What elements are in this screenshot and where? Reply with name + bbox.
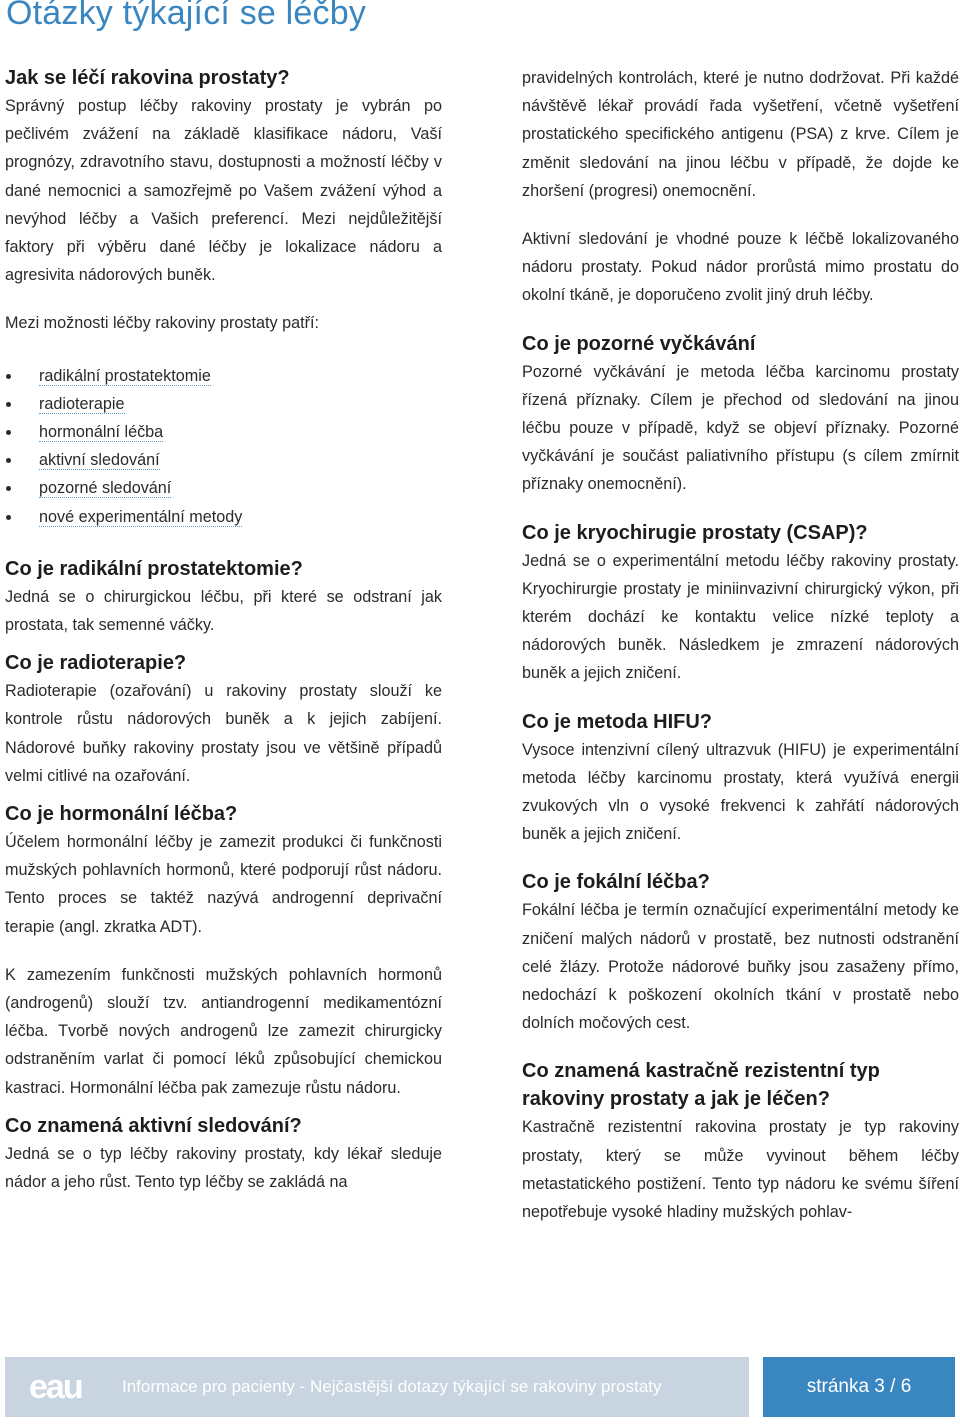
right-column — [522, 64, 959, 1226]
page-title: Otázky týkající se léčby — [6, 0, 367, 32]
section-heading-hormonal: Co je hormonální léčba? — [5, 803, 238, 826]
section-heading-focal: Co je fokální léčba? — [522, 871, 710, 894]
page-number: stránka 3 / 6 — [763, 1357, 955, 1417]
section-heading-prostatectomy: Co je radikální prostatektomie? — [5, 557, 303, 580]
paragraph-prostatectomy: Jedná se o chirurgickou léčbu, při které se odstraní jak prostata, tak semenné váčky. — [5, 587, 442, 635]
list-item[interactable]: radikální prostatektomie — [5, 362, 442, 390]
paragraph-active-surveillance: Jedná se o typ léčby rakoviny prostaty, kdy lékař sleduje nádor a jeho růst. Tento typ léčby se zakládá na — [5, 1144, 442, 1192]
eau-logo: eau — [29, 1368, 82, 1406]
section-heading-treatment: Jak se léčí rakovina prostaty? — [5, 67, 290, 89]
paragraph-castration-resistant: Kastračně rezistentní rakovina prostaty je typ rakoviny prostaty, který se může vyvinout během léčby metastatického postižení. Tento typ nádoru ke svému šíření nepotřebuje vysoké hladiny mužských pohlav- — [522, 1118, 959, 1222]
section-heading-watchful-waiting: Co je pozorné vyčkávání — [522, 332, 756, 355]
section-heading-active-surveillance: Co znamená aktivní sledování? — [5, 1114, 302, 1137]
section-heading-castration-resistant: Co znamená kastračně rezistentní typ rakoviny prostaty a jak je léčen? — [522, 1060, 880, 1111]
paragraph-cryosurgery: Jedná se o experimentální metodu léčby rakoviny prostaty. Kryochirurgie prostaty je miniinvazivní chirurgický výkon, při kterém dochází ke kontaktu velice nízké teploty a nádorových buněk. Následkem je zmrazení nádorových buněk a jejich zničení. — [522, 551, 959, 683]
section-heading-cryosurgery: Co je kryochirugie prostaty (CSAP)? — [522, 521, 868, 544]
paragraph-watchful-waiting: Pozorné vyčkávání je metoda léčba karcinomu prostaty řízená příznaky. Cílem je přechod od sledování na jinou léčbu pouze v případě, když se objeví příznaky. Pozorné vyčkávání je součást paliativního přístupu (s cílem zmírnit příznaky onemocnění). — [522, 362, 959, 494]
treatment-options-list — [5, 362, 442, 531]
footer-text: Informace pro pacienty - Nejčastější dotazy týkající se rakoviny prostaty — [122, 1377, 662, 1396]
section-heading-radiotherapy: Co je radioterapie? — [5, 652, 187, 675]
paragraph-treatment-intro: Správný postup léčby rakoviny prostaty je vybrán po pečlivém zvážení na základě klasifikace nádoru, Vaší prognózy, zdravotního stavu, dostupnosti a možností léčby v dané nemocnici a samozřejmě po Vašem zvážení výhod a nevýhod léčby a Vašich preferencí. Mezi nejdůležitější faktory při výběru dané léčby je lokalizace nádoru a agresivita nádorových buněk. — [5, 97, 442, 285]
left-column — [5, 64, 442, 1196]
list-item[interactable]: nové experimentální metody — [5, 503, 442, 531]
paragraph-focal: Fokální léčba je termín označující experimentální metody ke zničení malých nádorů v prostatě, bez nutnosti odstranění celé žlázy. Protože nádorové buňky jsou zasaženy přímo, nedochází k poškození okolních tkání v prostatě nebo dolních močových cest. — [522, 901, 959, 1033]
list-item[interactable]: aktivní sledování — [5, 446, 442, 474]
paragraph-hifu: Vysoce intenzivní cílený ultrazvuk (HIFU) je experimentální metoda léčby karcinomu prostaty, která využívá energii zvukových vln o vysoké frekvenci k zahřátí nádorových buněk a jejich zničení. — [522, 740, 959, 844]
paragraph-options-intro: Mezi možnosti léčby rakoviny prostaty patří: — [5, 314, 319, 333]
section-heading-hifu: Co je metoda HIFU? — [522, 710, 713, 733]
paragraph-active-surveillance-suitability: Aktivní sledování je vhodné pouze k léčbě lokalizovaného nádoru prostaty. Pokud nádor prorůstá mimo prostatu do okolní tkáně, je doporučeno zvolit jiný druh léčby. — [522, 230, 959, 305]
paragraph-active-surveillance-cont: pravidelných kontrolách, které je nutno dodržovat. Při každé návštěvě lékař provádí řada vyšetření, včetně vyšetření prostatického specifického antigenu (PSA) z krve. Cílem je změnit sledování na jinou léčbu v případě, že dojde ke zhoršení (progresi) onemocnění. — [522, 69, 959, 200]
paragraph-hormonal-2: K zamezením funkčnosti mužských pohlavních hormonů (androgenů) slouží tzv. antiandrogenní medikamentózní léčba. Tvorbě nových androgenů lze zamezit chirurgicky odstraněním varlat či pomocí léků způsobující chemickou kastraci. Hormonální léčba pak zamezuje růstu nádoru. — [5, 965, 442, 1097]
footer-bar — [5, 1357, 749, 1417]
list-item[interactable]: hormonální léčba — [5, 418, 442, 446]
list-item[interactable]: pozorné sledování — [5, 474, 442, 502]
paragraph-radiotherapy: Radioterapie (ozařování) u rakoviny prostaty slouží ke kontrole růstu nádorových buněk a k jejich zabíjení. Nádorové buňky rakoviny prostaty jsou ve většině případů velmi citlivé na ozařování. — [5, 682, 442, 785]
list-item[interactable]: radioterapie — [5, 390, 442, 418]
paragraph-hormonal-1: Účelem hormonální léčby je zamezit produkci či funkčnosti mužských pohlavních hormonů, které podporují růst nádoru. Tento proces se taktéž nazývá androgenní deprivační terapie (angl. zkratka ADT). — [5, 833, 442, 936]
